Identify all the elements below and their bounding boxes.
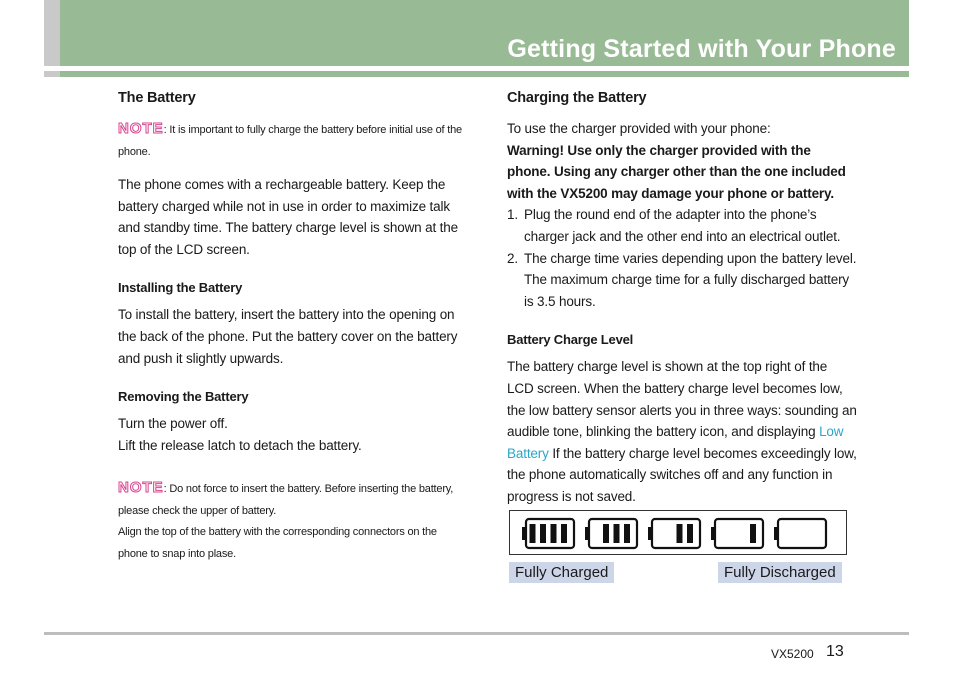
note-label: NOTE	[118, 120, 164, 137]
step-text: The charge time varies depending upon the battery level. The maximum charge time for a fully discharged battery is 3.5 hours.	[524, 250, 857, 309]
footer-rule	[44, 632, 909, 635]
battery-1-bar-icon	[711, 519, 763, 548]
page-number: 13	[826, 643, 844, 660]
note-initial-charge	[118, 118, 463, 163]
label-fully-charged: Fully Charged	[509, 562, 614, 583]
subheading-removing: Removing the Battery	[118, 389, 249, 405]
header-rule-grey	[44, 71, 60, 77]
section-heading-charging: Charging the Battery	[507, 90, 647, 106]
list-item	[507, 248, 857, 313]
note-insert-battery	[118, 477, 463, 522]
page-title: Getting Started with Your Phone	[507, 35, 896, 63]
battery-4-bars-icon	[522, 519, 574, 548]
subheading-installing: Installing the Battery	[118, 280, 243, 296]
battery-intro: The phone comes with a rechargeable battery. Keep the battery charged while not in use in order to maximize talk and standby time. The battery charge level is shown at the top of the LCD screen.	[118, 177, 458, 257]
header-rule-green	[60, 71, 909, 77]
right-column	[507, 88, 857, 508]
battery-bar	[750, 524, 756, 543]
low-battery-link[interactable]: Low Battery	[507, 424, 844, 461]
label-fully-discharged: Fully Discharged	[718, 562, 842, 583]
step-number: 1.	[507, 207, 518, 223]
left-column	[118, 88, 463, 565]
list-item	[507, 204, 857, 247]
battery-2-bars-icon	[648, 519, 700, 548]
battery-bar	[530, 524, 536, 543]
battery-level-illustration	[509, 510, 847, 555]
note-text: : It is important to fully charge the battery before initial use of the phone.	[118, 124, 462, 158]
step-number: 2.	[507, 250, 518, 266]
battery-body	[778, 519, 826, 548]
section-heading-battery: The Battery	[118, 90, 196, 106]
header-tab	[44, 0, 60, 66]
note-align-text: Align the top of the battery with the corresponding connectors on the phone to snap into plase.	[118, 526, 437, 560]
battery-icons-svg	[510, 511, 846, 554]
removing-line-1: Turn the power off.	[118, 416, 228, 432]
battery-bar	[603, 524, 609, 543]
step-text: Plug the round end of the adapter into the phone’s charger jack and the other end into an electrical outlet.	[524, 207, 841, 244]
removing-line-2: Lift the release latch to detach the battery.	[118, 437, 362, 453]
charge-level-text-before: The battery charge level is shown at the top right of the LCD screen. When the battery charge level becomes low, the low battery sensor alerts you in three ways: sounding an audible tone, blinking the battery icon, and displaying	[507, 359, 857, 440]
subheading-charge-level: Battery Charge Level	[507, 332, 634, 348]
installing-text: To install the battery, insert the battery into the opening on the back of the phone. Put the battery cover on the battery and push it slightly upwards.	[118, 307, 458, 366]
note-text: : Do not force to insert the battery. Before inserting the battery, please check the upper of battery.	[118, 483, 454, 518]
battery-bar	[687, 524, 693, 543]
charge-level-text	[507, 356, 857, 507]
battery-bar	[614, 524, 620, 543]
footer-model: VX5200	[771, 647, 814, 661]
charging-intro: To use the charger provided with your phone:	[507, 121, 771, 136]
note-label: NOTE	[118, 479, 164, 497]
charging-steps	[507, 204, 857, 312]
battery-bar	[677, 524, 683, 543]
battery-bar	[540, 524, 546, 543]
battery-empty-icon	[774, 519, 826, 548]
battery-bar	[551, 524, 557, 543]
charger-warning: Warning! Use only the charger provided with the phone. Using any charger other than the one included with the VX5200 may damage your phone or battery.	[507, 142, 846, 201]
battery-bar	[624, 524, 630, 543]
battery-3-bars-icon	[585, 519, 637, 548]
charge-level-text-after: If the battery charge level becomes exceedingly low, the phone automatically switches off and any function in progress is not saved.	[507, 445, 857, 504]
battery-bar	[561, 524, 567, 543]
